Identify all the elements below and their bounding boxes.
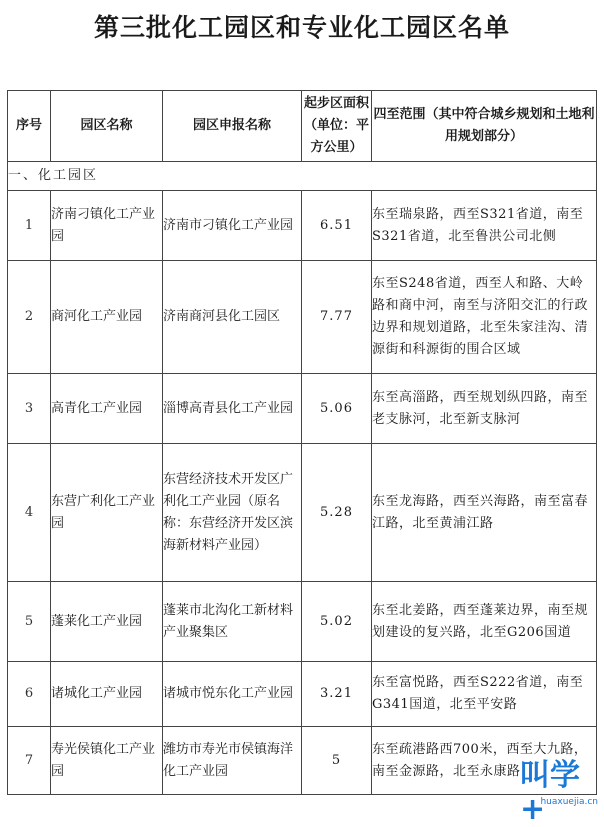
row-area: 5	[302, 727, 372, 795]
header-area: 起步区面积（单位：平方公里）	[302, 91, 372, 162]
header-range: 四至范围（其中符合城乡规划和土地利用规划部分）	[372, 91, 597, 162]
table-row	[8, 727, 597, 795]
row-seq: 4	[8, 444, 51, 582]
row-park-name: 高青化工产业园	[51, 374, 163, 444]
row-park-name: 蓬莱化工产业园	[51, 582, 163, 662]
watermark-url: huaxuejia.cn	[540, 797, 598, 807]
row-seq: 3	[8, 374, 51, 444]
row-area: 5.06	[302, 374, 372, 444]
row-range: 东至富悦路，西至S222省道，南至G341国道，北至平安路	[372, 662, 597, 727]
table-row	[8, 191, 597, 261]
table-row	[8, 261, 597, 374]
row-area: 5.28	[302, 444, 372, 582]
table-row	[8, 444, 597, 582]
row-declared-name: 诸城市悦东化工产业园	[163, 662, 302, 727]
row-area: 7.77	[302, 261, 372, 374]
header-park-name: 园区名称	[51, 91, 163, 162]
row-declared-name: 蓬莱市北沟化工新材料产业聚集区	[163, 582, 302, 662]
row-park-name: 东营广利化工产业园	[51, 444, 163, 582]
row-park-name: 济南刁镇化工产业园	[51, 191, 163, 261]
row-range: 东至龙海路，西至兴海路，南至富春江路，北至黄浦江路	[372, 444, 597, 582]
row-declared-name: 东营经济技术开发区广利化工产业园（原名称：东营经济开发区滨海新材料产业园）	[163, 444, 302, 582]
row-seq: 2	[8, 261, 51, 374]
row-range: 东至疏港路西700米，西至大九路，南至金源路，北至永康路	[372, 727, 597, 795]
row-park-name: 诸城化工产业园	[51, 662, 163, 727]
table-row	[8, 662, 597, 727]
table-row	[8, 582, 597, 662]
row-range: 东至瑞泉路，西至S321省道，南至S321省道，北至鲁洪公司北侧	[372, 191, 597, 261]
header-seq: 序号	[8, 91, 51, 162]
row-area: 6.51	[302, 191, 372, 261]
row-area: 5.02	[302, 582, 372, 662]
row-seq: 7	[8, 727, 51, 795]
row-range: 东至S248省道，西至人和路、大岭路和商中河，南至与济阳交汇的行政边界和规划道路，北至朱家洼沟、清源街和科源街的围合区域	[372, 261, 597, 374]
row-park-name: 寿光侯镇化工产业园	[51, 727, 163, 795]
page-title: 第三批化工园区和专业化工园区名单	[93, 13, 510, 42]
row-park-name: 商河化工产业园	[51, 261, 163, 374]
row-declared-name: 淄博高青县化工产业园	[163, 374, 302, 444]
section-row	[8, 162, 597, 191]
row-declared-name: 济南商河县化工园区	[163, 261, 302, 374]
row-seq: 5	[8, 582, 51, 662]
section-label: 一、化工园区	[8, 162, 597, 191]
row-declared-name: 潍坊市寿光市侯镇海洋化工产业园	[163, 727, 302, 795]
row-seq: 1	[8, 191, 51, 261]
watermark-logo: 叫学+	[520, 758, 580, 827]
row-area: 3.21	[302, 662, 372, 727]
watermark	[520, 758, 600, 827]
table-header-row	[8, 91, 597, 162]
row-range: 东至北姜路，西至蓬莱边界，南至规划建设的复兴路，北至G206国道	[372, 582, 597, 662]
park-list-table	[7, 90, 597, 795]
table-row	[8, 374, 597, 444]
row-declared-name: 济南市刁镇化工产业园	[163, 191, 302, 261]
row-range: 东至高淄路，西至规划纵四路，南至老支脉河，北至新支脉河	[372, 374, 597, 444]
header-declared-name: 园区申报名称	[163, 91, 302, 162]
row-seq: 6	[8, 662, 51, 727]
